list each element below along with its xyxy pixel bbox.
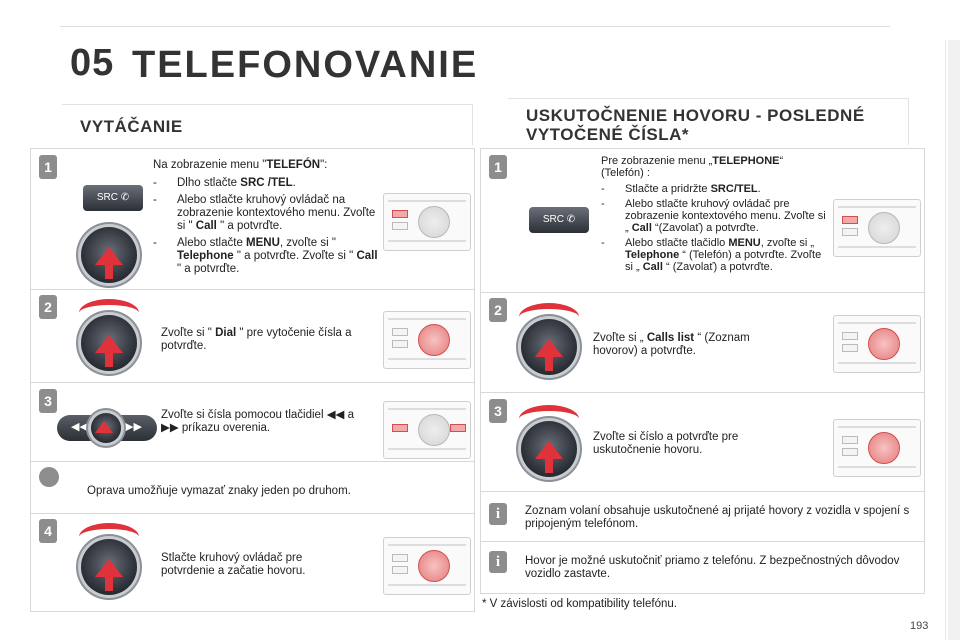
b3-c: , zvoľte si „	[760, 237, 815, 249]
b1-b: SRC /TEL	[240, 177, 293, 189]
step2-text	[161, 327, 381, 353]
step-divider	[31, 289, 474, 290]
left-section-title: VYTÁČANIE	[80, 117, 183, 136]
step-divider	[481, 292, 924, 293]
step3-text	[161, 409, 381, 435]
page-number: 193	[910, 620, 929, 632]
step4-text: Stlačte kruhový ovládač pre potvrdenie a začatie hovoru.	[161, 552, 306, 577]
intro-b: TELEPHONE	[712, 155, 780, 167]
bullet-3: - Alebo stlačte MENU, zvoľte si " Telephone " a potvrďte. Zvoľte si " Call " a potvrďte.	[153, 237, 378, 275]
phone-icon: ✆	[120, 192, 130, 203]
b1-a: Dlho stlačte	[177, 177, 241, 189]
b3-c: , zvoľte si "	[279, 237, 336, 249]
radio-panel-illustration	[833, 199, 921, 257]
step2-text	[593, 332, 793, 358]
b2-a: Alebo stlačte kruhový ovládač na zobrazenie kontextového menu. Zvoľte si "	[177, 194, 376, 232]
step-divider	[31, 382, 474, 383]
step-badge: 3	[39, 389, 57, 413]
info1-text: Zoznam volaní obsahuje uskutočnené aj prijaté hovory z vozidla v spojení s pripojeným telefónom.	[525, 505, 910, 530]
bullet-2: - Alebo stlačte kruhový ovládač pre zobrazenie kontextového menu. Zvoľte si „ Call “(Zavolať) a potvrďte.	[601, 198, 826, 234]
step-divider	[481, 541, 924, 542]
step-divider	[481, 491, 924, 492]
step3-text: Zvoľte si číslo a potvrďte pre uskutočnenie hovoru.	[593, 431, 739, 456]
right-steps-box	[480, 148, 925, 594]
intro-c: ":	[320, 159, 328, 171]
b1-c: .	[757, 183, 761, 195]
bullet-3: - Alebo stlačte tlačidlo MENU, zvoľte si „ Telephone “ (Telefón) a potvrďte. Zvoľte si „ Call “ (Zavolať) a potvrďte.	[601, 237, 822, 273]
step-badge: 3	[489, 399, 507, 423]
tip-text: Oprava umožňuje vymazať znaky jeden po druhom.	[87, 485, 351, 497]
step1-intro	[153, 159, 378, 172]
radio-panel-illustration	[383, 193, 471, 251]
press-arrow-stem	[545, 357, 553, 371]
chapter-title: TELEFONOVANIE	[132, 44, 479, 86]
src-tel-button	[529, 207, 589, 233]
b2-c: “(Zavolať) a potvrďte.	[651, 222, 759, 234]
press-arrow-icon	[95, 247, 123, 265]
info-icon: i	[489, 551, 507, 573]
s2-b: Calls list	[646, 332, 695, 344]
s2-a: Zvoľte si "	[161, 327, 216, 339]
radio-panel-illustration	[833, 315, 921, 373]
intro-a: Na zobrazenie menu "	[153, 159, 267, 171]
intro-c: “ (Telefón) :	[601, 155, 784, 179]
bullet-1: - Dlho stlačte SRC /TEL.	[153, 177, 296, 189]
footnote: * V závislosti od kompatibility telefónu.	[482, 598, 677, 610]
press-arrow-icon	[95, 335, 123, 353]
tip-icon	[39, 467, 59, 487]
info2-text: Hovor je možné uskutočniť priamo z telefónu. Z bezpečnostných dôvodov vozidlo zastavte.	[525, 555, 900, 580]
left-title-frame	[62, 104, 473, 145]
step-badge: 4	[39, 519, 57, 543]
step1-intro	[601, 155, 829, 179]
right-title-line1: USKUTOČNENIE HOVORU - POSLEDNÉ	[526, 106, 865, 125]
radio-panel-illustration	[383, 537, 471, 595]
intro-b: TELEFÓN	[266, 159, 321, 171]
press-arrow-icon	[535, 339, 563, 357]
rewind-icon: ◀◀	[326, 409, 345, 421]
press-arrow-stem	[545, 459, 553, 473]
b1-a: Stlačte a pridržte	[625, 183, 711, 195]
step1-text	[153, 159, 378, 276]
bullet-2: - Alebo stlačte kruhový ovládač na zobrazenie kontextového menu. Zvoľte si " Call " a potvrďte.	[153, 194, 376, 232]
intro-a: Pre zobrazenie menu „	[601, 155, 713, 167]
press-arrow-stem	[105, 577, 113, 591]
b1-b: SRC/TEL	[710, 183, 758, 195]
src-tel-button	[83, 185, 143, 211]
b3-b: MENU	[728, 237, 761, 249]
press-arrow-icon	[95, 421, 113, 433]
src-label: SRC	[542, 214, 564, 225]
b3-e: “ (Telefón) a potvrďte. Zvoľte si „	[625, 249, 822, 273]
src-label: SRC	[96, 192, 118, 203]
step-badge: 2	[39, 295, 57, 319]
radio-panel-illustration	[833, 419, 921, 477]
step-divider	[31, 461, 474, 462]
radio-panel-illustration	[383, 311, 471, 369]
s2-a: Zvoľte si „	[593, 332, 647, 344]
s3-b: a	[347, 409, 355, 421]
b3-e: " a potvrďte. Zvoľte si "	[233, 250, 357, 262]
b2-a: Alebo stlačte kruhový ovládač pre zobrazenie kontextového menu. Zvoľte si „	[625, 198, 826, 234]
chapter-number: 05	[70, 42, 115, 84]
s2-c: “ (Zoznam hovorov) a potvrďte.	[593, 332, 750, 357]
b3-a: Alebo stlačte	[177, 237, 247, 249]
step1-text	[601, 155, 829, 273]
b3-g: " a potvrďte.	[177, 263, 240, 275]
b3-d: Telephone	[177, 250, 234, 262]
rewind-icon: ◀◀	[71, 421, 88, 433]
s2-b: Dial	[215, 327, 237, 339]
phone-icon: ✆	[566, 214, 576, 225]
s3-a: Zvoľte si čísla pomocou tlačidiel	[161, 409, 327, 421]
b2-b: Call	[195, 220, 217, 232]
b3-d: Telephone	[625, 249, 680, 261]
page-edge-strip	[948, 40, 960, 640]
right-title-frame	[508, 98, 909, 145]
b3-a: Alebo stlačte tlačidlo	[625, 237, 729, 249]
info-icon: i	[489, 503, 507, 525]
radio-panel-illustration	[383, 401, 471, 459]
left-steps-box	[30, 148, 475, 612]
b3-b: MENU	[246, 237, 280, 249]
press-arrow-stem	[105, 265, 113, 279]
b2-b: Call	[631, 222, 652, 234]
b2-c: " a potvrďte.	[216, 220, 283, 232]
bullet-1: - Stlačte a pridržte SRC/TEL.	[601, 183, 761, 195]
step-badge: 2	[489, 298, 507, 322]
right-title-line2: VYTOČENÉ ČÍSLA*	[526, 125, 690, 144]
page-edge-rule	[945, 40, 946, 640]
b3-g: “ (Zavolať) a potvrďte.	[662, 261, 773, 273]
b3-f: Call	[642, 261, 663, 273]
step-badge: 1	[39, 155, 57, 179]
press-arrow-stem	[105, 353, 113, 367]
forward-icon: ▶▶	[161, 422, 179, 434]
b3-f: Call	[356, 250, 378, 262]
forward-icon: ▶▶	[125, 421, 142, 433]
step-badge: 1	[489, 155, 507, 179]
step-divider	[481, 392, 924, 393]
step-divider	[31, 513, 474, 514]
press-arrow-icon	[535, 441, 563, 459]
s2-c: " pre vytočenie čísla a potvrďte.	[161, 327, 352, 352]
b1-c: .	[292, 177, 296, 189]
s3-c: príkazu overenia.	[181, 422, 271, 434]
press-arrow-icon	[95, 559, 123, 577]
